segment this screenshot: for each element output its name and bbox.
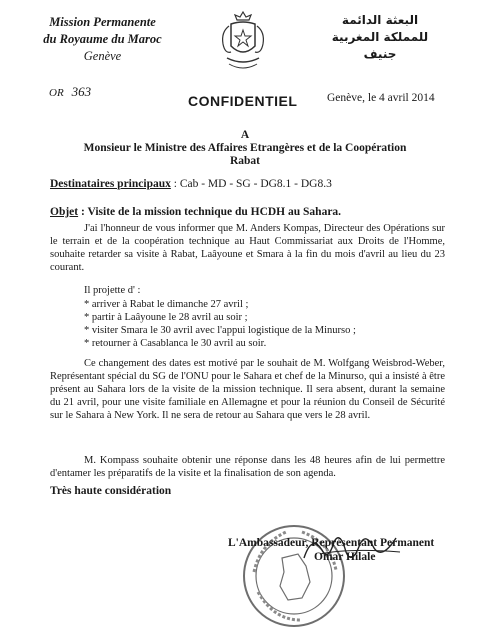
list-item: * partir à Laâyoune le 28 avril au soir ; (84, 312, 248, 323)
reference-value: 363 (71, 84, 92, 99)
signatory-title: L'Ambassadeur, Représentant Permanent (228, 537, 435, 549)
letter-date: Genève, le 4 avril 2014 (327, 92, 435, 104)
body-paragraph-3: Ce changement des dates est motivé par le souhait de M. Wolfgang Weisbrod-Weber, Représentant spécial du SG de l'ONU pour le Sahara et chef de la Minurso, qui a insisté à être présent au Sahara lors de la visite de la mission technique. Il sera absent, durant la semaine du 21 avril, pour une visite familiale en Allemagne et pour la réunion du Conseil de Sécurité sur le Sahara à New York. Il ne sera de retour au Sahara que vers le 28 avril. (50, 358, 445, 421)
itinerary-list (84, 298, 424, 350)
addressee-line1: Monsieur le Ministre des Affaires Etrangères et de la Coopération (83, 142, 407, 154)
body-paragraph-4: M. Kompass souhaite obtenir une réponse dans les 48 heures afin de lui permettre d'entamer les préparatifs de la visite et la finalisation de son agenda. (50, 455, 445, 479)
list-item: * retourner à Casablanca le 30 avril au soir. (84, 338, 267, 349)
list-item: * arriver à Rabat le dimanche 27 avril ; (84, 299, 249, 310)
reference-number (49, 84, 91, 100)
signatory-name: Omar Hilale (314, 551, 376, 563)
list-item: * visiter Smara le 30 avril avec l'appui logistique de la Minurso ; (84, 325, 356, 336)
header-fr-line1: Mission Permanente (49, 15, 156, 29)
body-paragraph-2: Il projette d' : (84, 285, 141, 296)
header-fr-line2: du Royaume du Maroc (43, 32, 162, 46)
recipients-label: Destinataires principaux (50, 178, 171, 190)
addressee-line2: Rabat (229, 155, 261, 167)
recipients-line (50, 178, 332, 190)
subject-label: Objet (50, 206, 79, 218)
reference-prefix: OR (49, 87, 64, 99)
subject-text: : Visite de la mission technique du HCDH au Sahara. (80, 206, 342, 218)
header-ar-line1: البعثة الدائمة (341, 13, 419, 27)
mission-header-fr (30, 14, 175, 65)
classification-stamp: CONFIDENTIEL (188, 93, 298, 109)
subject-line (50, 206, 341, 218)
addressee-block (40, 129, 450, 168)
header-ar-city: جنيف (363, 47, 397, 61)
closing-formula: Très haute considération (50, 485, 172, 497)
header-fr-city: Genève (83, 49, 122, 63)
addressee-a: A (240, 129, 250, 141)
header-ar-line2: للمملكة المغربية (331, 30, 429, 44)
recipients-list: : Cab - MD - SG - DG8.1 - DG8.3 (173, 178, 332, 190)
coat-of-arms-icon (215, 8, 271, 78)
mission-header-ar (305, 12, 455, 63)
body-paragraph-1: J'ai l'honneur de vous informer que M. Anders Kompas, Directeur des Opérations sur le terrain et de la coopération technique au Haut Commissariat aux Droits de l'Homme, souhaite retarder sa visite à Rabat, Laâyoune et Smara à la fin du mois d'avril au lieu du 23 courant. (50, 223, 445, 273)
